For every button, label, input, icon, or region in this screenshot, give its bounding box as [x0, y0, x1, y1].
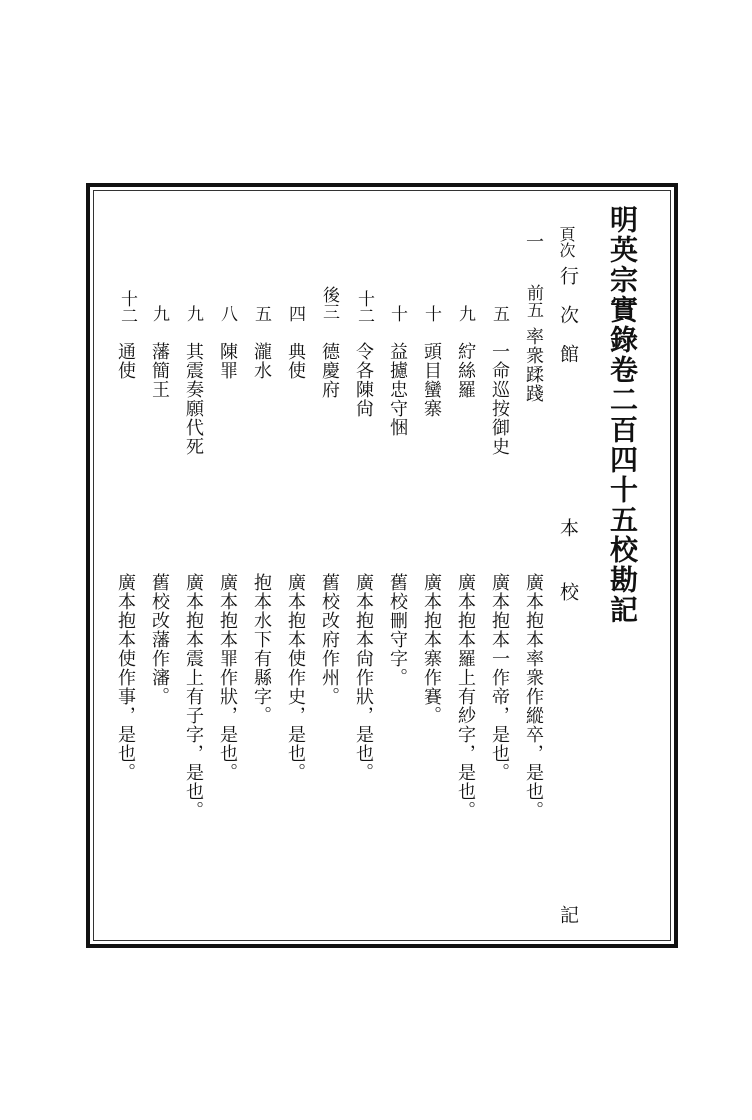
entry-page: 一 [523, 232, 544, 251]
page-frame-inner [93, 190, 671, 941]
entry-line: 八 [217, 305, 237, 322]
entry-line: 十二 [354, 290, 374, 324]
entry-line: 前五 [523, 284, 543, 318]
entry-note: 廣本抱本羅上有紗字，是也。 [455, 573, 476, 820]
entry-note: 廣本抱本罪作狀，是也。 [217, 573, 238, 782]
header-ji-label: 記 [557, 905, 579, 924]
entry-note: 廣本抱本使作事，是也。 [115, 573, 136, 782]
entry-main: 典使 [285, 342, 306, 380]
entry-line: 十 [387, 305, 407, 322]
entry-main: 率衆蹂踐 [523, 327, 544, 403]
entry-line: 五 [489, 305, 509, 322]
entry-line: 九 [149, 305, 169, 322]
entry-note: 廣本抱本率衆作縱卒，是也。 [523, 573, 544, 820]
header-jiao-label: 校 [557, 582, 579, 601]
entry-note: 廣本抱本一作帝，是也。 [489, 573, 510, 782]
header-page-label: 頁次 [557, 226, 576, 258]
entry-main: 頭目蠻寨 [421, 342, 442, 418]
entry-line: 九 [183, 305, 203, 322]
entry-note: 舊校改藩作瀋。 [149, 573, 170, 706]
header-ben-label: 本 [557, 518, 579, 537]
document-title: 明英宗實錄卷二百四十五校勘記 [606, 205, 639, 625]
entry-note: 廣本抱本尙作狀，是也。 [353, 573, 374, 782]
entry-main: 一命巡按御史 [489, 342, 510, 456]
entry-note: 抱本水下有縣字。 [251, 573, 272, 725]
entry-line: 五 [251, 305, 271, 322]
entry-line: 後三 [319, 286, 339, 320]
entry-page: 十二 [117, 290, 137, 324]
entry-note: 廣本抱本震上有子字，是也。 [183, 573, 204, 820]
entry-main: 益攄忠守悃 [387, 342, 408, 437]
entry-line: 四 [285, 305, 305, 322]
entry-note: 廣本抱本寨作賽。 [421, 573, 442, 725]
entry-note: 舊校改府作州。 [319, 573, 340, 706]
entry-note: 舊校刪守字。 [387, 573, 408, 687]
header-line-label: 行次館 [557, 266, 579, 383]
entry-main: 陳罪 [217, 342, 238, 380]
entry-main: 通使 [115, 342, 136, 380]
entry-line: 十 [421, 305, 441, 322]
entry-main: 藩簡王 [149, 342, 170, 399]
entry-main: 令各陳尙 [353, 342, 374, 418]
entry-main: 紵絲羅 [455, 342, 476, 399]
entry-line: 九 [455, 305, 475, 322]
entry-note: 廣本抱本使作史，是也。 [285, 573, 306, 782]
entry-main: 瀧水 [251, 342, 272, 380]
entry-main: 其震奏願代死 [183, 342, 204, 456]
page-frame [86, 183, 678, 948]
entry-main: 德慶府 [319, 342, 340, 399]
